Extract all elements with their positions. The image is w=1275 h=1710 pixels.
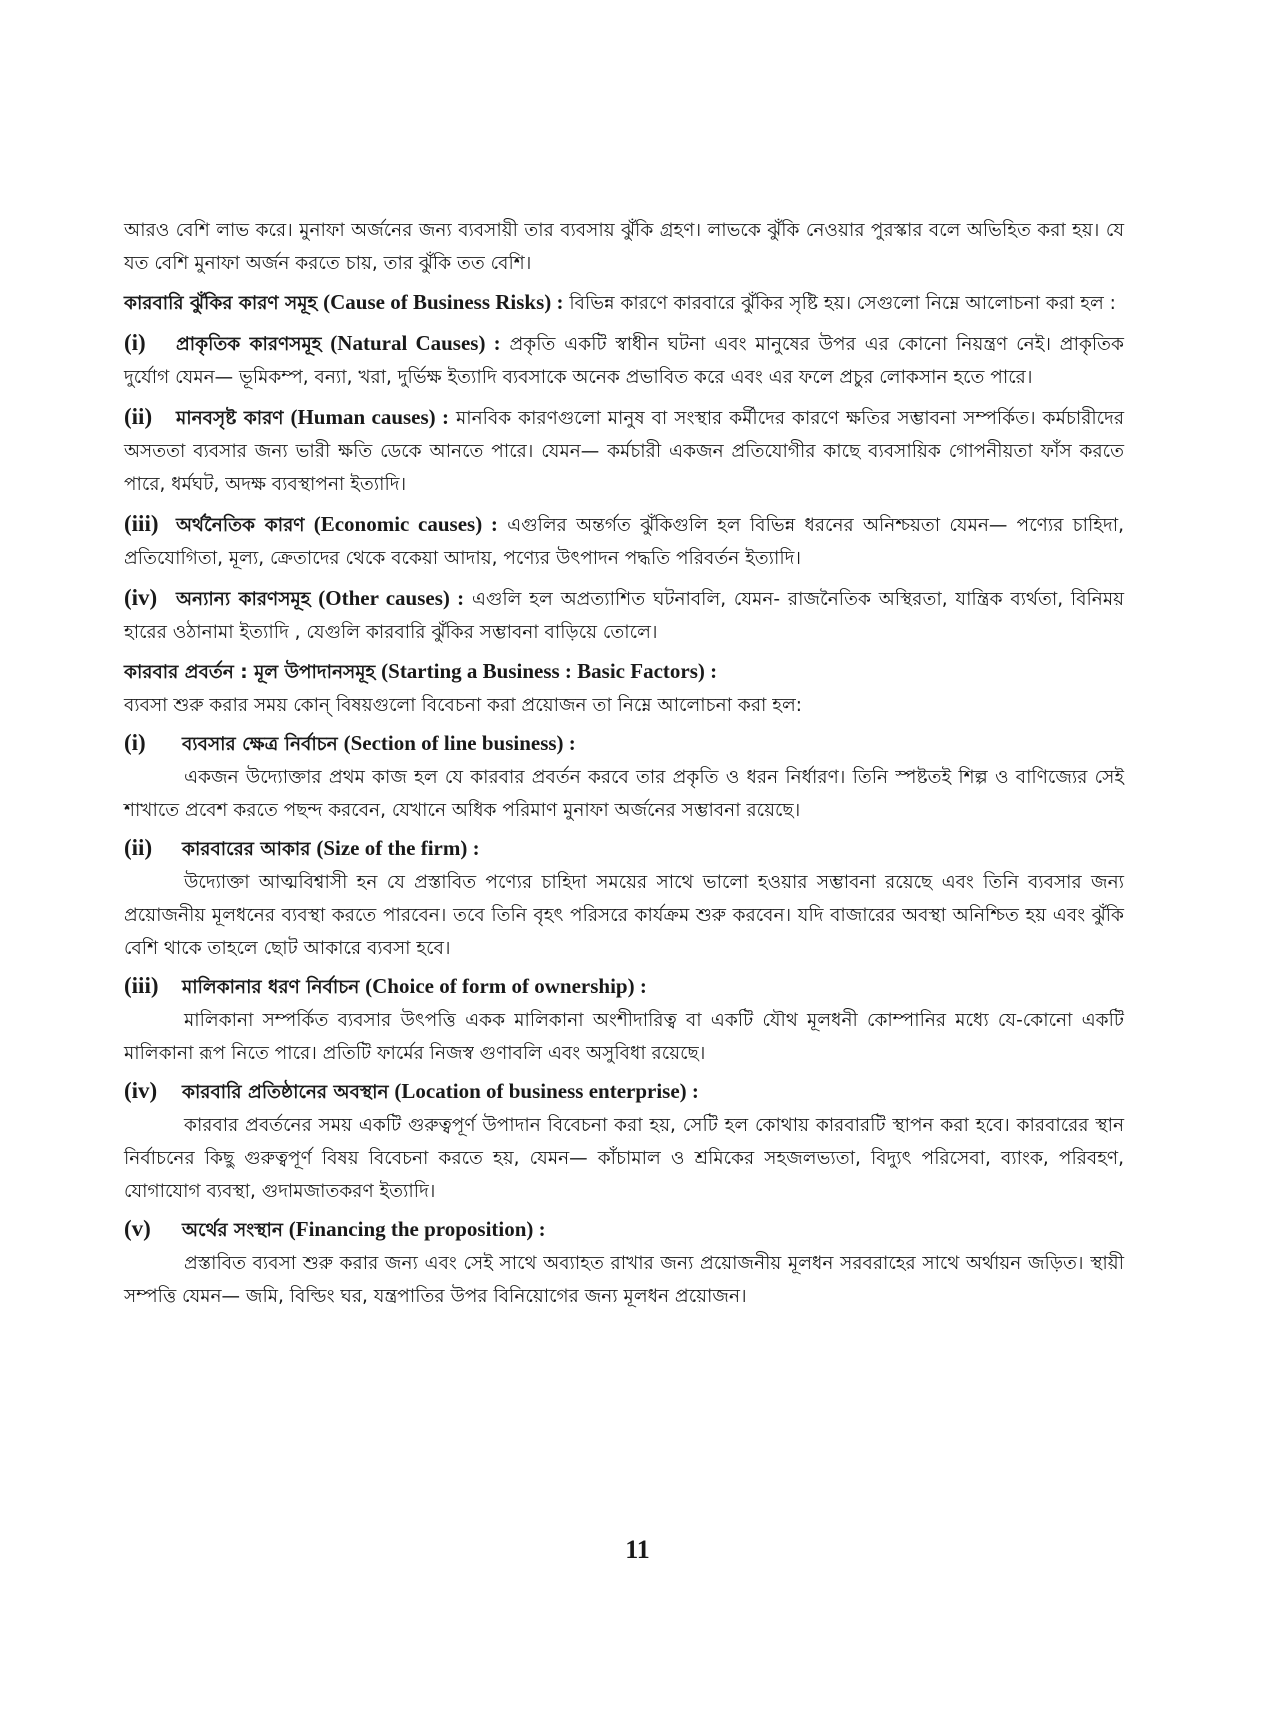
starting-heading	[124, 655, 1124, 689]
factor-title-en: (Financing the proposition) :	[288, 1217, 546, 1241]
factor-title-en: (Size of the firm) :	[316, 836, 480, 860]
risk-item-title-bn: অর্থনৈতিক কারণ	[176, 515, 305, 536]
factor-heading	[124, 1074, 1124, 1109]
factor-title-bn: ব্যবসার ক্ষেত্র নির্বাচন	[182, 734, 338, 755]
factor-title-en: (Section of line business) :	[343, 731, 576, 755]
risk-item-number: (iv)	[124, 585, 158, 610]
risk-item-title-bn: অন্যান্য কারণসমূহ	[176, 589, 311, 610]
factor-number: (ii)	[124, 835, 153, 860]
factor-text: প্রস্তাবিত ব্যবসা শুরু করার জন্য এবং সেই সাথে অব্যাহত রাখার জন্য প্রয়োজনীয় মূলধন সরবরাহের সাথে অর্থায়ন জড়িত। স্থায়ী সম্পত্তি যেমন— জমি, বিল্ডিং ঘর, যন্ত্রপাতির উপর বিনিয়োগের জন্য মূলধন প্রয়োজন।	[124, 1253, 1124, 1307]
risk-item-number: (ii)	[124, 404, 153, 429]
factor-number: (v)	[124, 1216, 151, 1241]
factor-number: (iv)	[124, 1078, 158, 1103]
risk-item-number: (i)	[124, 330, 146, 355]
risk-item-title-en: (Natural Causes) :	[330, 331, 501, 355]
starting-heading-en: (Starting a Business : Basic Factors) :	[381, 659, 718, 683]
risks-heading-en: (Cause of Business Risks) :	[323, 290, 564, 314]
risk-item	[124, 507, 1124, 575]
risk-item-text: প্রকৃতি একটি স্বাধীন ঘটনা এবং মানুষের উপর এর কোনো নিয়ন্ত্রণ নেই। প্রাকৃতিক দুর্যোগ যেমন— ভূমিকম্প, বন্যা, খরা, দুর্ভিক্ষ ইত্যাদি ব্যবসাকে অনেক প্রভাবিত করে এবং এর ফলে প্রচুর লোকসান হতে পারে।	[124, 334, 1125, 388]
risk-item-text: মানবিক কারণগুলো মানুষ বা সংস্থার কর্মীদের কারণে ক্ষতির সম্ভাবনা সম্পর্কিত। কর্মচারীদের অসততা ব্যবসার জন্য ভারী ক্ষতি ডেকে আনতে পারে। যেমন— কর্মচারী একজন প্রতিযোগীর কাছে ব্যবসায়িক গোপনীয়তা ফাঁস করতে পারে, ধর্মঘট, অদক্ষ ব্যবস্থাপনা ইত্যাদি।	[124, 408, 1124, 495]
factor-text: উদ্যোক্তা আত্মবিশ্বাসী হন যে প্রস্তাবিত পণ্যের চাহিদা সময়ের সাথে ভালো হওয়ার সম্ভাবনা রয়েছে এবং তিনি ব্যবসার জন্য প্রয়োজনীয় মূলধনের ব্যবস্থা করতে পারবেন। তবে তিনি বৃহৎ পরিসরে কার্যক্রম শুরু করবেন। যদি বাজারের অবস্থা অনিশ্চিত হয় এবং ঝুঁকি বেশি থাকে তাহলে ছোট আকারে ব্যবসা হবে।	[124, 872, 1124, 959]
factor-heading	[124, 1212, 1124, 1247]
factor-number: (i)	[124, 730, 146, 755]
factor-title-en: (Location of business enterprise) :	[394, 1079, 699, 1103]
factor-title-bn: কারবারের আকার	[182, 839, 311, 860]
factor-heading	[124, 969, 1124, 1004]
risks-heading-text: বিভিন্ন কারণে কারবারে ঝুঁকির সৃষ্টি হয়। সেগুলো নিম্নে আলোচনা করা হল :	[563, 293, 1116, 314]
risk-item	[124, 400, 1124, 501]
factor-title-bn: কারবারি প্রতিষ্ঠানের অবস্থান	[182, 1082, 389, 1103]
risk-item-title-en: (Economic causes) :	[313, 512, 498, 536]
page-number: 11	[625, 1535, 650, 1564]
risks-heading	[124, 286, 1124, 320]
factor-number: (iii)	[124, 973, 159, 998]
risk-item-text: এগুলি হল অপ্রত্যাশিত ঘটনাবলি, যেমন- রাজনৈতিক অস্থিরতা, যান্ত্রিক ব্যর্থতা, বিনিময় হারের ওঠানামা ইত্যাদি , যেগুলি কারবারি ঝুঁকির সম্ভাবনা বাড়িয়ে তোলে।	[124, 589, 1124, 643]
risk-item-number: (iii)	[124, 511, 159, 536]
page-content	[124, 214, 1124, 1313]
intro-paragraph: আরও বেশি লাভ করে। মুনাফা অর্জনের জন্য ব্যবসায়ী তার ব্যবসায় ঝুঁকি গ্রহণ। লাভকে ঝুঁকি নেওয়ার পুরস্কার বলে অভিহিত করা হয়। যে যত বেশি মুনাফা অর্জন করতে চায়, তার ঝুঁকি তত বেশি।	[124, 220, 1124, 274]
risk-item	[124, 326, 1124, 394]
risks-heading-bn: কারবারি ঝুঁকির কারণ সমূহ	[124, 293, 318, 314]
risk-item-text: এগুলির অন্তর্গত ঝুঁকিগুলি হল বিভিন্ন ধরনের অনিশ্চয়তা যেমন— পণ্যের চাহিদা, প্রতিযোগিতা, মূল্য, ক্রেতাদের থেকে বকেয়া আদায়, পণ্যের উৎপাদন পদ্ধতি পরিবর্তন ইত্যাদি।	[124, 515, 1124, 569]
risk-item-title-en: (Other causes) :	[318, 586, 465, 610]
risk-item-title-bn: মানবসৃষ্ট কারণ	[176, 408, 284, 429]
factor-text: কারবার প্রবর্তনের সময় একটি গুরুত্বপূর্ণ উপাদান বিবেচনা করা হয়, সেটি হল কোথায় কারবারটি স্থাপন করা হবে। কারবারের স্থান নির্বাচনের কিছু গুরুত্বপূর্ণ বিষয় বিবেচনা করতে হয়, যেমন— কাঁচামাল ও শ্রমিকের সহজলভ্যতা, বিদ্যুৎ পরিসেবা, ব্যাংক, পরিবহণ, যোগাযোগ ব্যবস্থা, গুদামজাতকরণ ইত্যাদি।	[124, 1115, 1124, 1202]
factor-text: একজন উদ্যোক্তার প্রথম কাজ হল যে কারবার প্রবর্তন করবে তার প্রকৃতি ও ধরন নির্ধারণ। তিনি স্পষ্টতই শিল্প ও বাণিজ্যের সেই শাখাতে প্রবেশ করতে পছন্দ করবেন, যেখানে অধিক পরিমাণ মুনাফা অর্জনের সম্ভাবনা রয়েছে।	[124, 767, 1124, 821]
factor-heading	[124, 726, 1124, 761]
factor-title-bn: অর্থের সংস্থান	[182, 1220, 283, 1241]
risk-item	[124, 581, 1124, 649]
risk-item-title-en: (Human causes) :	[290, 405, 449, 429]
risk-item-title-bn: প্রাকৃতিক কারণসমূহ	[176, 334, 322, 355]
factor-title-en: (Choice of form of ownership) :	[365, 974, 647, 998]
factor-title-bn: মালিকানার ধরণ নির্বাচন	[182, 977, 360, 998]
starting-heading-bn: কারবার প্রবর্তন : মূল উপাদানসমূহ	[124, 662, 376, 683]
starting-intro: ব্যবসা শুরু করার সময় কোন্ বিষয়গুলো বিবেচনা করা প্রয়োজন তা নিম্নে আলোচনা করা হল:	[124, 695, 802, 716]
factor-text: মালিকানা সম্পর্কিত ব্যবসার উৎপত্তি একক মালিকানা অংশীদারিত্ব বা একটি যৌথ মূলধনী কোম্পানির মধ্যে যে-কোনো একটি মালিকানা রূপ নিতে পারে। প্রতিটি ফার্মের নিজস্ব গুণাবলি এবং অসুবিধা রয়েছে।	[124, 1010, 1124, 1064]
factor-heading	[124, 831, 1124, 866]
